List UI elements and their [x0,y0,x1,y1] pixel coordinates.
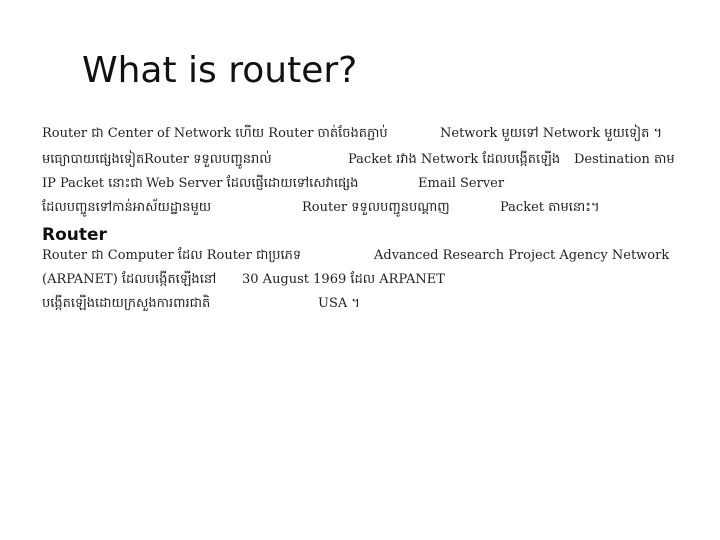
text-fragment: បង្កើតឡើងដោយក្រសួងការពារជាតិ [42,296,211,311]
text-fragment: 30 August 1969 ដែល ARPANET [242,272,445,287]
text-fragment: Advanced Research Project Agency Network [374,248,670,263]
text-fragment: IP Packet នោះជា [42,176,143,191]
text-fragment: Email Server [418,176,505,191]
text-fragment: Network មួយទៅ Network មួយទៀត ។ [440,126,663,141]
text-fragment: មធ្យោបាយផ្សេងទៀត [42,152,145,167]
text-fragment: Router ជា Computer ដែល Router ជាប្រភេទ [42,248,302,263]
section-heading: Router [42,225,107,245]
text-fragment: Destination តាម [574,152,675,167]
text-fragment: Router ទទួលបញ្ជូនបណ្តាញ [302,200,450,215]
text-fragment: ដែលបញ្ចូនទៅកាន់អាស័យដ្ឋានមួយ [42,200,212,215]
text-fragment: Router ទទួលបញ្ជូនរាល់ [144,152,272,167]
text-fragment: USA ។ [318,296,360,311]
text-fragment: Web Server ដែលផ្ញើដោយទៅសេវាផ្សេង [146,176,359,191]
slide-title: What is router? [82,50,358,91]
text-fragment: Packet តាមនោះ។ [500,200,600,215]
text-fragment: Router ជា Center of Network ហើយ Router ចាត់ចែងតភ្ជាប់ [42,126,388,141]
text-fragment: Packet រវាង Network ដែលបង្កើតឡើង [348,152,561,167]
text-fragment: (ARPANET) ដែលបង្កើតឡើងនៅ [42,272,217,287]
